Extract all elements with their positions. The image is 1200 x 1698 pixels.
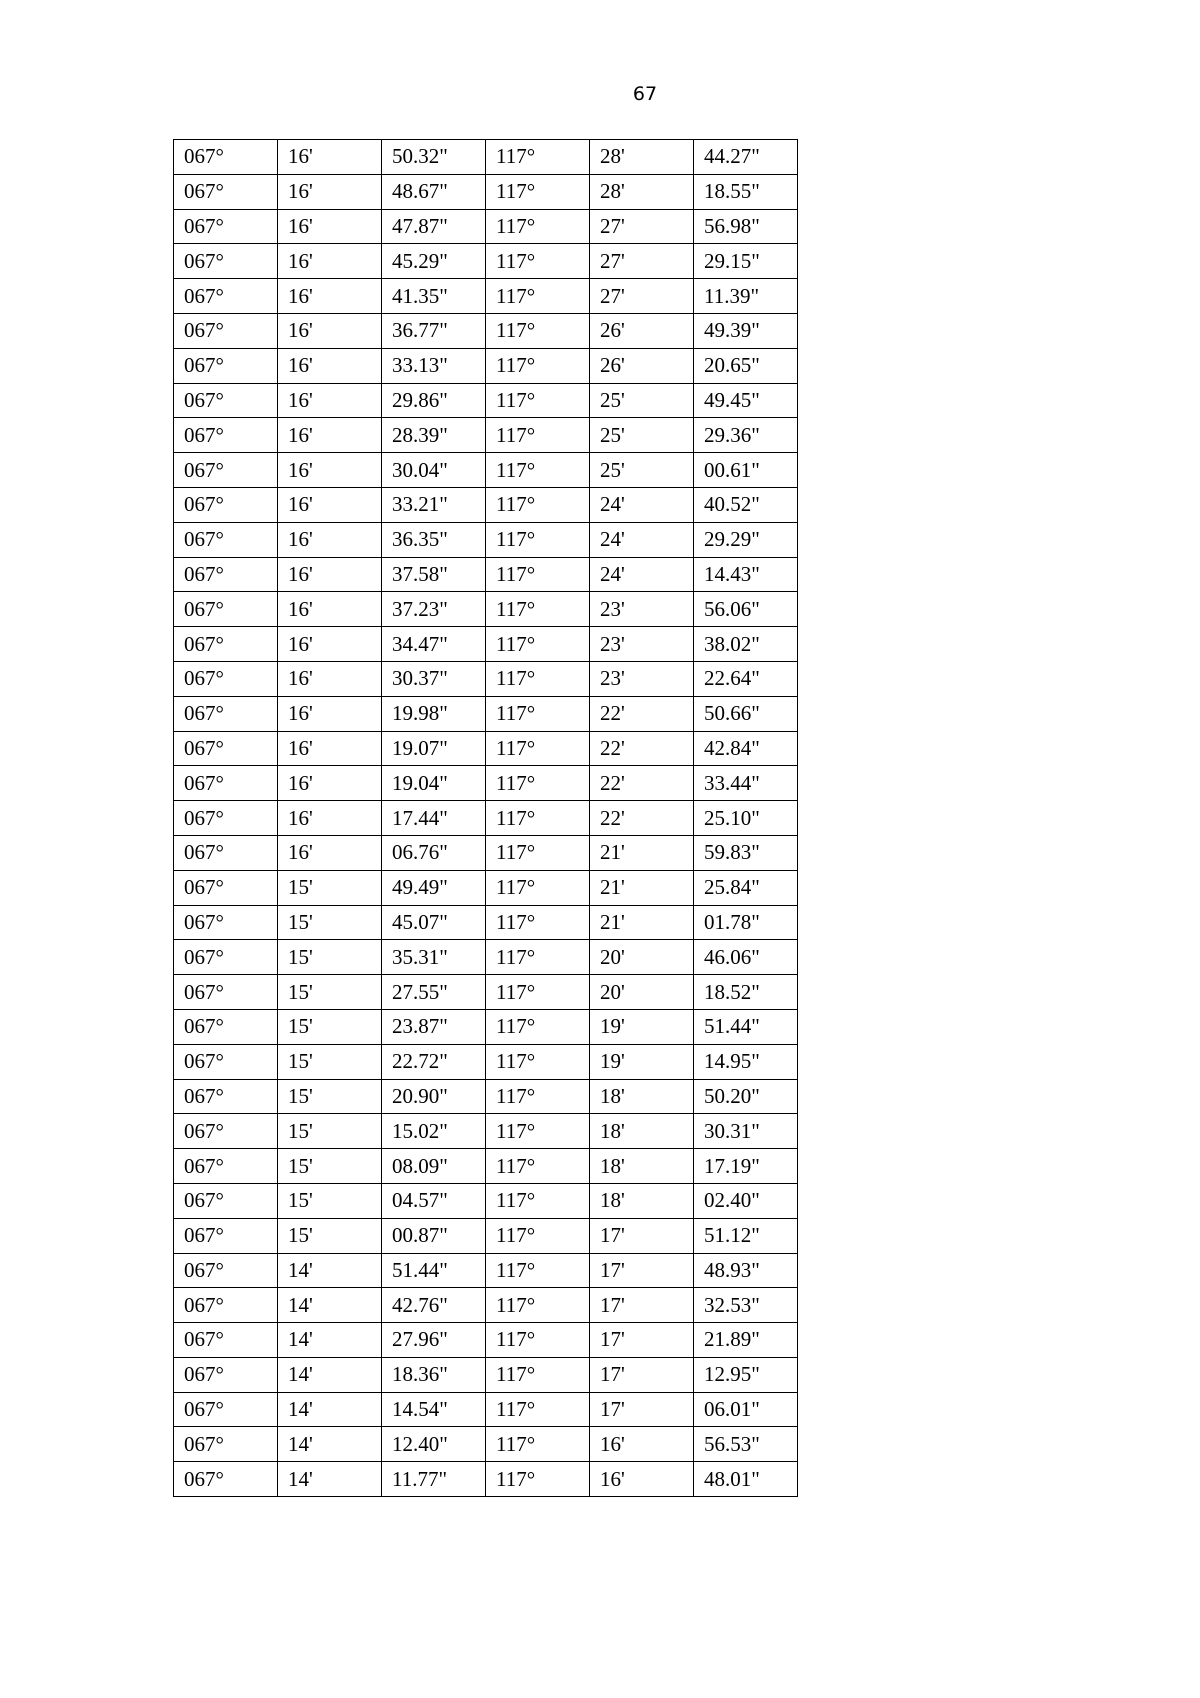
cell-lat-degrees: 067° <box>174 140 278 175</box>
cell-lat-seconds: 19.07" <box>382 731 486 766</box>
cell-lon-degrees: 117° <box>486 1357 590 1392</box>
table-row <box>174 1357 798 1392</box>
cell-lon-seconds: 51.12" <box>694 1218 798 1253</box>
cell-lat-seconds: 19.04" <box>382 766 486 801</box>
cell-lon-degrees: 117° <box>486 766 590 801</box>
coordinates-table <box>173 139 798 1497</box>
cell-lat-seconds: 50.32" <box>382 140 486 175</box>
cell-lon-minutes: 22' <box>590 696 694 731</box>
cell-lon-seconds: 44.27" <box>694 140 798 175</box>
cell-lat-degrees: 067° <box>174 731 278 766</box>
cell-lat-seconds: 30.04" <box>382 453 486 488</box>
cell-lat-seconds: 36.35" <box>382 522 486 557</box>
cell-lon-minutes: 25' <box>590 383 694 418</box>
cell-lon-minutes: 17' <box>590 1253 694 1288</box>
cell-lon-seconds: 40.52" <box>694 487 798 522</box>
cell-lon-degrees: 117° <box>486 1114 590 1149</box>
cell-lat-minutes: 14' <box>278 1253 382 1288</box>
cell-lon-degrees: 117° <box>486 592 590 627</box>
cell-lon-seconds: 56.98" <box>694 209 798 244</box>
cell-lat-minutes: 16' <box>278 592 382 627</box>
cell-lat-degrees: 067° <box>174 1253 278 1288</box>
cell-lon-minutes: 23' <box>590 627 694 662</box>
cell-lon-seconds: 14.95" <box>694 1044 798 1079</box>
cell-lon-seconds: 59.83" <box>694 835 798 870</box>
cell-lon-seconds: 01.78" <box>694 905 798 940</box>
cell-lon-minutes: 27' <box>590 244 694 279</box>
cell-lon-degrees: 117° <box>486 1183 590 1218</box>
cell-lat-seconds: 22.72" <box>382 1044 486 1079</box>
cell-lat-seconds: 19.98" <box>382 696 486 731</box>
cell-lon-minutes: 17' <box>590 1392 694 1427</box>
cell-lon-degrees: 117° <box>486 348 590 383</box>
cell-lat-degrees: 067° <box>174 1079 278 1114</box>
cell-lon-degrees: 117° <box>486 661 590 696</box>
cell-lon-degrees: 117° <box>486 731 590 766</box>
table-row <box>174 244 798 279</box>
cell-lat-seconds: 17.44" <box>382 801 486 836</box>
cell-lat-seconds: 33.21" <box>382 487 486 522</box>
cell-lon-minutes: 21' <box>590 905 694 940</box>
cell-lon-seconds: 14.43" <box>694 557 798 592</box>
cell-lon-seconds: 38.02" <box>694 627 798 662</box>
cell-lon-degrees: 117° <box>486 140 590 175</box>
cell-lat-minutes: 14' <box>278 1323 382 1358</box>
cell-lon-seconds: 46.06" <box>694 940 798 975</box>
table-row <box>174 835 798 870</box>
cell-lon-degrees: 117° <box>486 1218 590 1253</box>
cell-lon-degrees: 117° <box>486 940 590 975</box>
cell-lat-minutes: 16' <box>278 418 382 453</box>
cell-lon-minutes: 24' <box>590 522 694 557</box>
table-row <box>174 383 798 418</box>
cell-lat-seconds: 34.47" <box>382 627 486 662</box>
table-row <box>174 279 798 314</box>
cell-lat-degrees: 067° <box>174 244 278 279</box>
table-row <box>174 1079 798 1114</box>
cell-lon-degrees: 117° <box>486 975 590 1010</box>
cell-lat-degrees: 067° <box>174 905 278 940</box>
table-row <box>174 696 798 731</box>
cell-lon-seconds: 18.52" <box>694 975 798 1010</box>
cell-lon-minutes: 28' <box>590 174 694 209</box>
cell-lat-minutes: 16' <box>278 766 382 801</box>
cell-lon-seconds: 33.44" <box>694 766 798 801</box>
cell-lat-degrees: 067° <box>174 1288 278 1323</box>
cell-lat-seconds: 37.23" <box>382 592 486 627</box>
cell-lon-minutes: 26' <box>590 348 694 383</box>
cell-lon-degrees: 117° <box>486 418 590 453</box>
cell-lon-minutes: 23' <box>590 592 694 627</box>
cell-lat-degrees: 067° <box>174 696 278 731</box>
cell-lon-seconds: 56.06" <box>694 592 798 627</box>
cell-lon-seconds: 32.53" <box>694 1288 798 1323</box>
cell-lon-degrees: 117° <box>486 1253 590 1288</box>
cell-lat-seconds: 28.39" <box>382 418 486 453</box>
table-row <box>174 313 798 348</box>
table-row <box>174 453 798 488</box>
cell-lon-degrees: 117° <box>486 1462 590 1497</box>
table-row <box>174 1114 798 1149</box>
table-row <box>174 1183 798 1218</box>
cell-lat-minutes: 16' <box>278 696 382 731</box>
table-row <box>174 1044 798 1079</box>
cell-lat-seconds: 35.31" <box>382 940 486 975</box>
cell-lat-seconds: 47.87" <box>382 209 486 244</box>
cell-lon-minutes: 18' <box>590 1149 694 1184</box>
cell-lon-degrees: 117° <box>486 244 590 279</box>
cell-lat-seconds: 48.67" <box>382 174 486 209</box>
cell-lon-degrees: 117° <box>486 1079 590 1114</box>
cell-lat-seconds: 18.36" <box>382 1357 486 1392</box>
cell-lat-seconds: 14.54" <box>382 1392 486 1427</box>
table-row <box>174 627 798 662</box>
cell-lat-degrees: 067° <box>174 487 278 522</box>
cell-lat-degrees: 067° <box>174 1218 278 1253</box>
cell-lon-seconds: 06.01" <box>694 1392 798 1427</box>
cell-lon-minutes: 22' <box>590 801 694 836</box>
cell-lat-degrees: 067° <box>174 1392 278 1427</box>
cell-lat-seconds: 42.76" <box>382 1288 486 1323</box>
table-row <box>174 1288 798 1323</box>
cell-lat-minutes: 16' <box>278 522 382 557</box>
table-row <box>174 905 798 940</box>
cell-lon-minutes: 17' <box>590 1323 694 1358</box>
cell-lon-minutes: 16' <box>590 1462 694 1497</box>
cell-lon-minutes: 17' <box>590 1218 694 1253</box>
cell-lat-minutes: 14' <box>278 1392 382 1427</box>
cell-lon-degrees: 117° <box>486 209 590 244</box>
cell-lat-degrees: 067° <box>174 627 278 662</box>
cell-lat-seconds: 36.77" <box>382 313 486 348</box>
cell-lon-minutes: 17' <box>590 1288 694 1323</box>
cell-lon-minutes: 17' <box>590 1357 694 1392</box>
cell-lat-seconds: 00.87" <box>382 1218 486 1253</box>
cell-lat-seconds: 04.57" <box>382 1183 486 1218</box>
cell-lat-seconds: 23.87" <box>382 1009 486 1044</box>
cell-lon-minutes: 21' <box>590 870 694 905</box>
cell-lat-degrees: 067° <box>174 1009 278 1044</box>
cell-lon-seconds: 11.39" <box>694 279 798 314</box>
cell-lat-degrees: 067° <box>174 1114 278 1149</box>
cell-lon-degrees: 117° <box>486 1288 590 1323</box>
cell-lon-seconds: 51.44" <box>694 1009 798 1044</box>
cell-lat-seconds: 08.09" <box>382 1149 486 1184</box>
table-row <box>174 140 798 175</box>
cell-lon-seconds: 20.65" <box>694 348 798 383</box>
cell-lon-seconds: 22.64" <box>694 661 798 696</box>
cell-lat-minutes: 16' <box>278 348 382 383</box>
cell-lon-degrees: 117° <box>486 383 590 418</box>
cell-lat-degrees: 067° <box>174 453 278 488</box>
cell-lon-minutes: 25' <box>590 453 694 488</box>
cell-lat-minutes: 16' <box>278 140 382 175</box>
table-row <box>174 592 798 627</box>
page-number: 67 <box>632 83 658 105</box>
cell-lat-minutes: 15' <box>278 975 382 1010</box>
cell-lat-degrees: 067° <box>174 1427 278 1462</box>
cell-lon-minutes: 27' <box>590 279 694 314</box>
cell-lat-minutes: 16' <box>278 244 382 279</box>
cell-lat-degrees: 067° <box>174 1149 278 1184</box>
table-row <box>174 731 798 766</box>
cell-lon-degrees: 117° <box>486 801 590 836</box>
cell-lat-minutes: 14' <box>278 1288 382 1323</box>
table-row <box>174 1427 798 1462</box>
cell-lat-minutes: 16' <box>278 835 382 870</box>
table-row <box>174 522 798 557</box>
cell-lon-degrees: 117° <box>486 1149 590 1184</box>
cell-lat-degrees: 067° <box>174 418 278 453</box>
table-row <box>174 766 798 801</box>
cell-lon-seconds: 48.93" <box>694 1253 798 1288</box>
cell-lon-degrees: 117° <box>486 1427 590 1462</box>
cell-lat-minutes: 16' <box>278 174 382 209</box>
cell-lon-minutes: 24' <box>590 487 694 522</box>
cell-lon-minutes: 25' <box>590 418 694 453</box>
cell-lon-seconds: 30.31" <box>694 1114 798 1149</box>
cell-lon-degrees: 117° <box>486 174 590 209</box>
cell-lon-seconds: 50.66" <box>694 696 798 731</box>
cell-lat-minutes: 15' <box>278 1149 382 1184</box>
cell-lon-degrees: 117° <box>486 522 590 557</box>
coordinates-table-body <box>174 140 798 1497</box>
table-row <box>174 1149 798 1184</box>
cell-lon-degrees: 117° <box>486 557 590 592</box>
table-row <box>174 557 798 592</box>
cell-lat-minutes: 16' <box>278 453 382 488</box>
cell-lat-seconds: 27.55" <box>382 975 486 1010</box>
cell-lat-seconds: 49.49" <box>382 870 486 905</box>
cell-lat-minutes: 15' <box>278 1079 382 1114</box>
cell-lon-minutes: 18' <box>590 1079 694 1114</box>
cell-lat-seconds: 20.90" <box>382 1079 486 1114</box>
cell-lat-seconds: 29.86" <box>382 383 486 418</box>
cell-lat-minutes: 15' <box>278 1114 382 1149</box>
cell-lat-minutes: 16' <box>278 383 382 418</box>
cell-lat-minutes: 16' <box>278 279 382 314</box>
cell-lat-degrees: 067° <box>174 766 278 801</box>
cell-lon-degrees: 117° <box>486 627 590 662</box>
cell-lat-minutes: 16' <box>278 627 382 662</box>
cell-lon-minutes: 28' <box>590 140 694 175</box>
cell-lon-minutes: 16' <box>590 1427 694 1462</box>
cell-lat-degrees: 067° <box>174 870 278 905</box>
table-row <box>174 940 798 975</box>
cell-lat-degrees: 067° <box>174 1462 278 1497</box>
cell-lat-seconds: 27.96" <box>382 1323 486 1358</box>
cell-lon-degrees: 117° <box>486 313 590 348</box>
cell-lat-seconds: 41.35" <box>382 279 486 314</box>
cell-lat-degrees: 067° <box>174 801 278 836</box>
cell-lon-seconds: 25.84" <box>694 870 798 905</box>
cell-lat-seconds: 45.29" <box>382 244 486 279</box>
cell-lat-minutes: 15' <box>278 1218 382 1253</box>
table-row <box>174 1218 798 1253</box>
cell-lon-minutes: 18' <box>590 1114 694 1149</box>
cell-lon-minutes: 20' <box>590 975 694 1010</box>
cell-lon-seconds: 17.19" <box>694 1149 798 1184</box>
cell-lat-degrees: 067° <box>174 1183 278 1218</box>
cell-lat-minutes: 16' <box>278 487 382 522</box>
cell-lat-minutes: 16' <box>278 557 382 592</box>
cell-lon-minutes: 22' <box>590 731 694 766</box>
cell-lat-degrees: 067° <box>174 940 278 975</box>
cell-lat-degrees: 067° <box>174 279 278 314</box>
cell-lon-seconds: 00.61" <box>694 453 798 488</box>
cell-lat-seconds: 15.02" <box>382 1114 486 1149</box>
cell-lon-minutes: 22' <box>590 766 694 801</box>
cell-lon-degrees: 117° <box>486 905 590 940</box>
cell-lon-minutes: 20' <box>590 940 694 975</box>
cell-lon-degrees: 117° <box>486 835 590 870</box>
cell-lat-degrees: 067° <box>174 1357 278 1392</box>
cell-lat-degrees: 067° <box>174 557 278 592</box>
cell-lat-degrees: 067° <box>174 1323 278 1358</box>
cell-lon-minutes: 21' <box>590 835 694 870</box>
cell-lat-degrees: 067° <box>174 209 278 244</box>
cell-lon-seconds: 42.84" <box>694 731 798 766</box>
cell-lon-minutes: 18' <box>590 1183 694 1218</box>
cell-lat-seconds: 45.07" <box>382 905 486 940</box>
cell-lon-seconds: 21.89" <box>694 1323 798 1358</box>
cell-lon-minutes: 19' <box>590 1009 694 1044</box>
cell-lon-minutes: 23' <box>590 661 694 696</box>
cell-lat-minutes: 14' <box>278 1462 382 1497</box>
table-row <box>174 1009 798 1044</box>
cell-lon-minutes: 27' <box>590 209 694 244</box>
cell-lat-minutes: 16' <box>278 313 382 348</box>
cell-lat-degrees: 067° <box>174 348 278 383</box>
table-row <box>174 1392 798 1427</box>
cell-lon-seconds: 48.01" <box>694 1462 798 1497</box>
cell-lat-degrees: 067° <box>174 1044 278 1079</box>
cell-lat-minutes: 16' <box>278 801 382 836</box>
cell-lat-minutes: 16' <box>278 661 382 696</box>
cell-lon-degrees: 117° <box>486 1323 590 1358</box>
cell-lon-seconds: 02.40" <box>694 1183 798 1218</box>
cell-lon-degrees: 117° <box>486 453 590 488</box>
table-row <box>174 1462 798 1497</box>
table-row <box>174 801 798 836</box>
cell-lon-minutes: 24' <box>590 557 694 592</box>
table-row <box>174 348 798 383</box>
cell-lat-minutes: 16' <box>278 731 382 766</box>
cell-lon-degrees: 117° <box>486 1009 590 1044</box>
table-row <box>174 209 798 244</box>
table-row <box>174 1323 798 1358</box>
cell-lon-degrees: 117° <box>486 487 590 522</box>
cell-lat-seconds: 12.40" <box>382 1427 486 1462</box>
cell-lon-seconds: 18.55" <box>694 174 798 209</box>
cell-lon-degrees: 117° <box>486 870 590 905</box>
cell-lon-seconds: 29.15" <box>694 244 798 279</box>
cell-lat-degrees: 067° <box>174 975 278 1010</box>
cell-lon-degrees: 117° <box>486 1392 590 1427</box>
table-row <box>174 1253 798 1288</box>
cell-lat-seconds: 37.58" <box>382 557 486 592</box>
table-row <box>174 975 798 1010</box>
cell-lon-seconds: 25.10" <box>694 801 798 836</box>
table-row <box>174 174 798 209</box>
cell-lon-seconds: 49.39" <box>694 313 798 348</box>
cell-lat-degrees: 067° <box>174 522 278 557</box>
cell-lon-seconds: 29.36" <box>694 418 798 453</box>
table-row <box>174 418 798 453</box>
cell-lat-degrees: 067° <box>174 383 278 418</box>
cell-lat-degrees: 067° <box>174 313 278 348</box>
cell-lon-seconds: 56.53" <box>694 1427 798 1462</box>
cell-lon-seconds: 50.20" <box>694 1079 798 1114</box>
cell-lat-seconds: 30.37" <box>382 661 486 696</box>
cell-lat-minutes: 15' <box>278 1044 382 1079</box>
cell-lat-minutes: 15' <box>278 1183 382 1218</box>
cell-lon-seconds: 12.95" <box>694 1357 798 1392</box>
cell-lon-degrees: 117° <box>486 279 590 314</box>
cell-lat-minutes: 16' <box>278 209 382 244</box>
cell-lon-seconds: 29.29" <box>694 522 798 557</box>
cell-lon-degrees: 117° <box>486 696 590 731</box>
cell-lat-minutes: 14' <box>278 1427 382 1462</box>
cell-lat-minutes: 15' <box>278 905 382 940</box>
cell-lat-degrees: 067° <box>174 661 278 696</box>
cell-lat-minutes: 15' <box>278 1009 382 1044</box>
cell-lon-seconds: 49.45" <box>694 383 798 418</box>
cell-lon-minutes: 26' <box>590 313 694 348</box>
cell-lat-degrees: 067° <box>174 174 278 209</box>
cell-lat-degrees: 067° <box>174 835 278 870</box>
cell-lat-seconds: 33.13" <box>382 348 486 383</box>
cell-lat-seconds: 11.77" <box>382 1462 486 1497</box>
cell-lat-seconds: 06.76" <box>382 835 486 870</box>
cell-lat-seconds: 51.44" <box>382 1253 486 1288</box>
cell-lon-degrees: 117° <box>486 1044 590 1079</box>
cell-lat-minutes: 15' <box>278 940 382 975</box>
cell-lon-minutes: 19' <box>590 1044 694 1079</box>
cell-lat-minutes: 15' <box>278 870 382 905</box>
cell-lat-minutes: 14' <box>278 1357 382 1392</box>
table-row <box>174 487 798 522</box>
cell-lat-degrees: 067° <box>174 592 278 627</box>
table-row <box>174 661 798 696</box>
table-row <box>174 870 798 905</box>
